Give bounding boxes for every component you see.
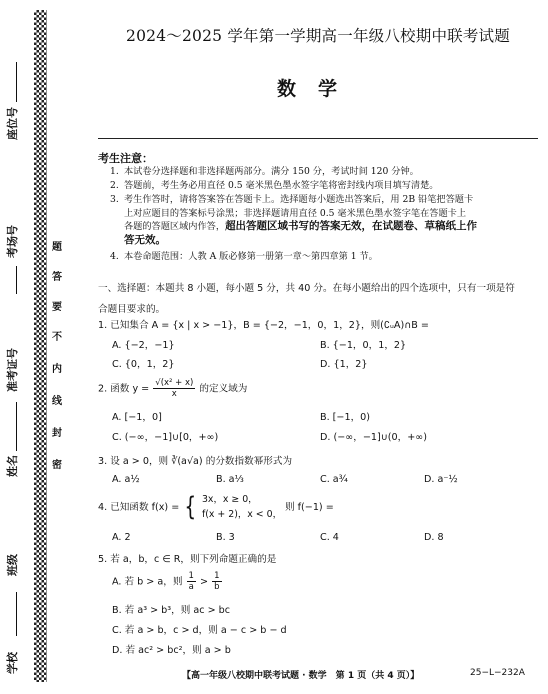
question-4-stem [98,492,538,522]
note-number: 3. [110,194,119,205]
q3-option-c: C. a¾ [320,474,348,485]
ticket-number-line [16,402,17,448]
q3-option-d: D. a⁻½ [424,474,458,485]
school-label: 学校 [6,652,19,674]
question-5-stem: 5. 若 a，b，c ∈ R，则下列命题正确的是 [98,554,277,565]
q2-fraction [153,378,195,399]
piecewise-case-2: f(x + 2)，x < 0， [201,509,282,520]
q5-fraction-1 [187,571,196,592]
seal-strip [34,10,47,682]
q3-option-a: A. a½ [112,474,140,485]
q5-option-d: D. 若 ac² > bc²，则 a > b [112,645,231,656]
footer-title: 【高一年级八校期中联考试题 · 数学 第 1 页（共 4 页）】 [182,671,420,681]
note-number: 1. [110,166,119,177]
q5-fraction-1-numerator: 1 [188,571,194,581]
q1-option-b: B. {−1，0，1，2} [320,340,407,351]
q2-option-a: A. [−1，0] [112,412,162,423]
q2-fraction-denominator: x [171,389,177,399]
ticket-number-field [0,330,34,420]
q5-option-b: B. 若 a³ > b³，则 ac > bc [112,605,231,616]
seat-line [16,62,17,102]
q5-option-a-prefix: A. 若 b > a，则 [112,576,183,588]
exam-room-field [0,210,34,300]
q2-option-b: B. [−1，0) [320,412,371,423]
q3-option-b: B. a⅓ [216,474,244,485]
school-line [16,592,17,636]
q2-fraction-numerator: √(x² + x) [155,378,194,388]
q1-option-c: C. {0，1，2} [112,359,175,370]
name-field [0,455,34,545]
note-text: 答题前，考生务必用直径 0.5 毫米黑色墨水签字笔将密封线内项目填写清楚。 [124,180,439,191]
question-3-stem: 3. 设 a > 0，则 ∛(a√a) 的分数指数幂形式为 [98,456,293,467]
binding-margin [0,0,64,694]
q1-option-a: A. {−2，−1} [112,340,175,351]
seat-label: 座位号 [6,107,19,140]
q5-option-c: C. 若 a > b，c > d，则 a − c > b − d [112,625,287,636]
class-label: 班级 [6,554,19,576]
note-text: 考生作答时，请将答案答在答题卡上。选择题每小题选出答案后，用 2B 铅笔把答题卡 [124,194,474,205]
note-text: 本试卷分选择题和非选择题两部分。满分 150 分，考试时间 120 分钟。 [124,166,419,177]
note-emphasis: 超出答题区域书写的答案无效，在试题卷、草稿纸上作 [225,220,478,232]
subject-title: 数学 [276,78,359,100]
note-number: 2. [110,180,119,191]
q4-option-a: A. 2 [112,532,131,543]
q4-option-d: D. 8 [424,532,444,543]
q2-option-c: C. (−∞，−1]∪[0，+∞) [112,432,219,443]
exam-title: 2024～2025 学年第一学期高一年级八校期中联考试题 [126,27,510,45]
exam-page [98,0,538,694]
q2-option-d: D. (−∞，−1]∪(0，+∞) [320,432,427,443]
seal-char: 要 [52,302,62,313]
q4-option-c: C. 4 [320,532,339,543]
seal-char: 不 [52,332,62,343]
note-emphasis: 答无效。 [124,233,166,246]
seal-char: 题 [52,242,62,253]
q5-fraction-1-denominator: a [188,582,194,592]
piecewise-case-1: 3x，x ≥ 0， [201,494,258,505]
seal-char: 线 [52,396,62,407]
top-rule [98,138,538,139]
q2-stem-suffix: 的定义域为 [199,383,248,395]
note-text: 各题的答题区域内作答， [124,221,226,232]
seal-char: 答 [52,272,62,283]
q5-greater-than: > [199,576,209,588]
q5-option-a [112,571,223,592]
section-line: 一、选择题：本题共 8 小题，每小题 5 分，共 40 分。在每小题给出的四个选项中，只有一项是符 [98,283,515,294]
note-item [110,250,536,264]
q1-option-d: D. {1，2} [320,359,368,370]
ticket-number-label: 准考证号 [6,348,19,392]
name-label: 姓名 [6,455,19,477]
footer-code: 25−L−232A [470,668,525,678]
note-item [110,165,536,179]
notes-title: 考生注意： [98,152,153,165]
q5-fraction-2-denominator: b [214,582,220,592]
piecewise-cases [202,492,282,522]
note-number: 4. [110,251,119,262]
seal-char: 密 [52,460,62,471]
seal-char: 封 [52,428,62,439]
question-1-stem: 1. 已知集合 A = {x | x > −1}，B = {−2，−1，0，1，2}，则(∁ᵤA)∩B = [98,320,429,331]
note-item [110,179,536,193]
q4-option-b: B. 3 [216,532,235,543]
q4-stem-prefix: 4. 已知函数 f(x) = [98,502,180,513]
school-field [0,600,34,680]
note-text: 本卷命题范围：人教 A 版必修第一册第一章～第四章第 1 节。 [124,251,378,262]
piecewise-brace: { [184,492,197,522]
q5-fraction-2 [212,571,221,592]
q5-fraction-2-numerator: 1 [214,571,220,581]
exam-room-label: 考场号 [6,225,19,258]
class-field [0,548,34,578]
seal-char: 内 [52,364,62,375]
seal-characters [50,0,64,694]
note-text: 上对应题目的答案标号涂黑；非选择题请用直径 0.5 毫米黑色墨水签字笔在答题卡上 [124,207,467,219]
note-item [110,193,536,247]
q4-stem-suffix: 则 f(−1) = [285,502,334,513]
question-2-stem [98,378,538,399]
seat-field [0,60,34,150]
exam-room-line [16,266,17,294]
section-heading [98,278,538,320]
section-line: 合题目要求的。 [98,304,166,315]
q2-stem-prefix: 2. 函数 y = [98,383,150,395]
